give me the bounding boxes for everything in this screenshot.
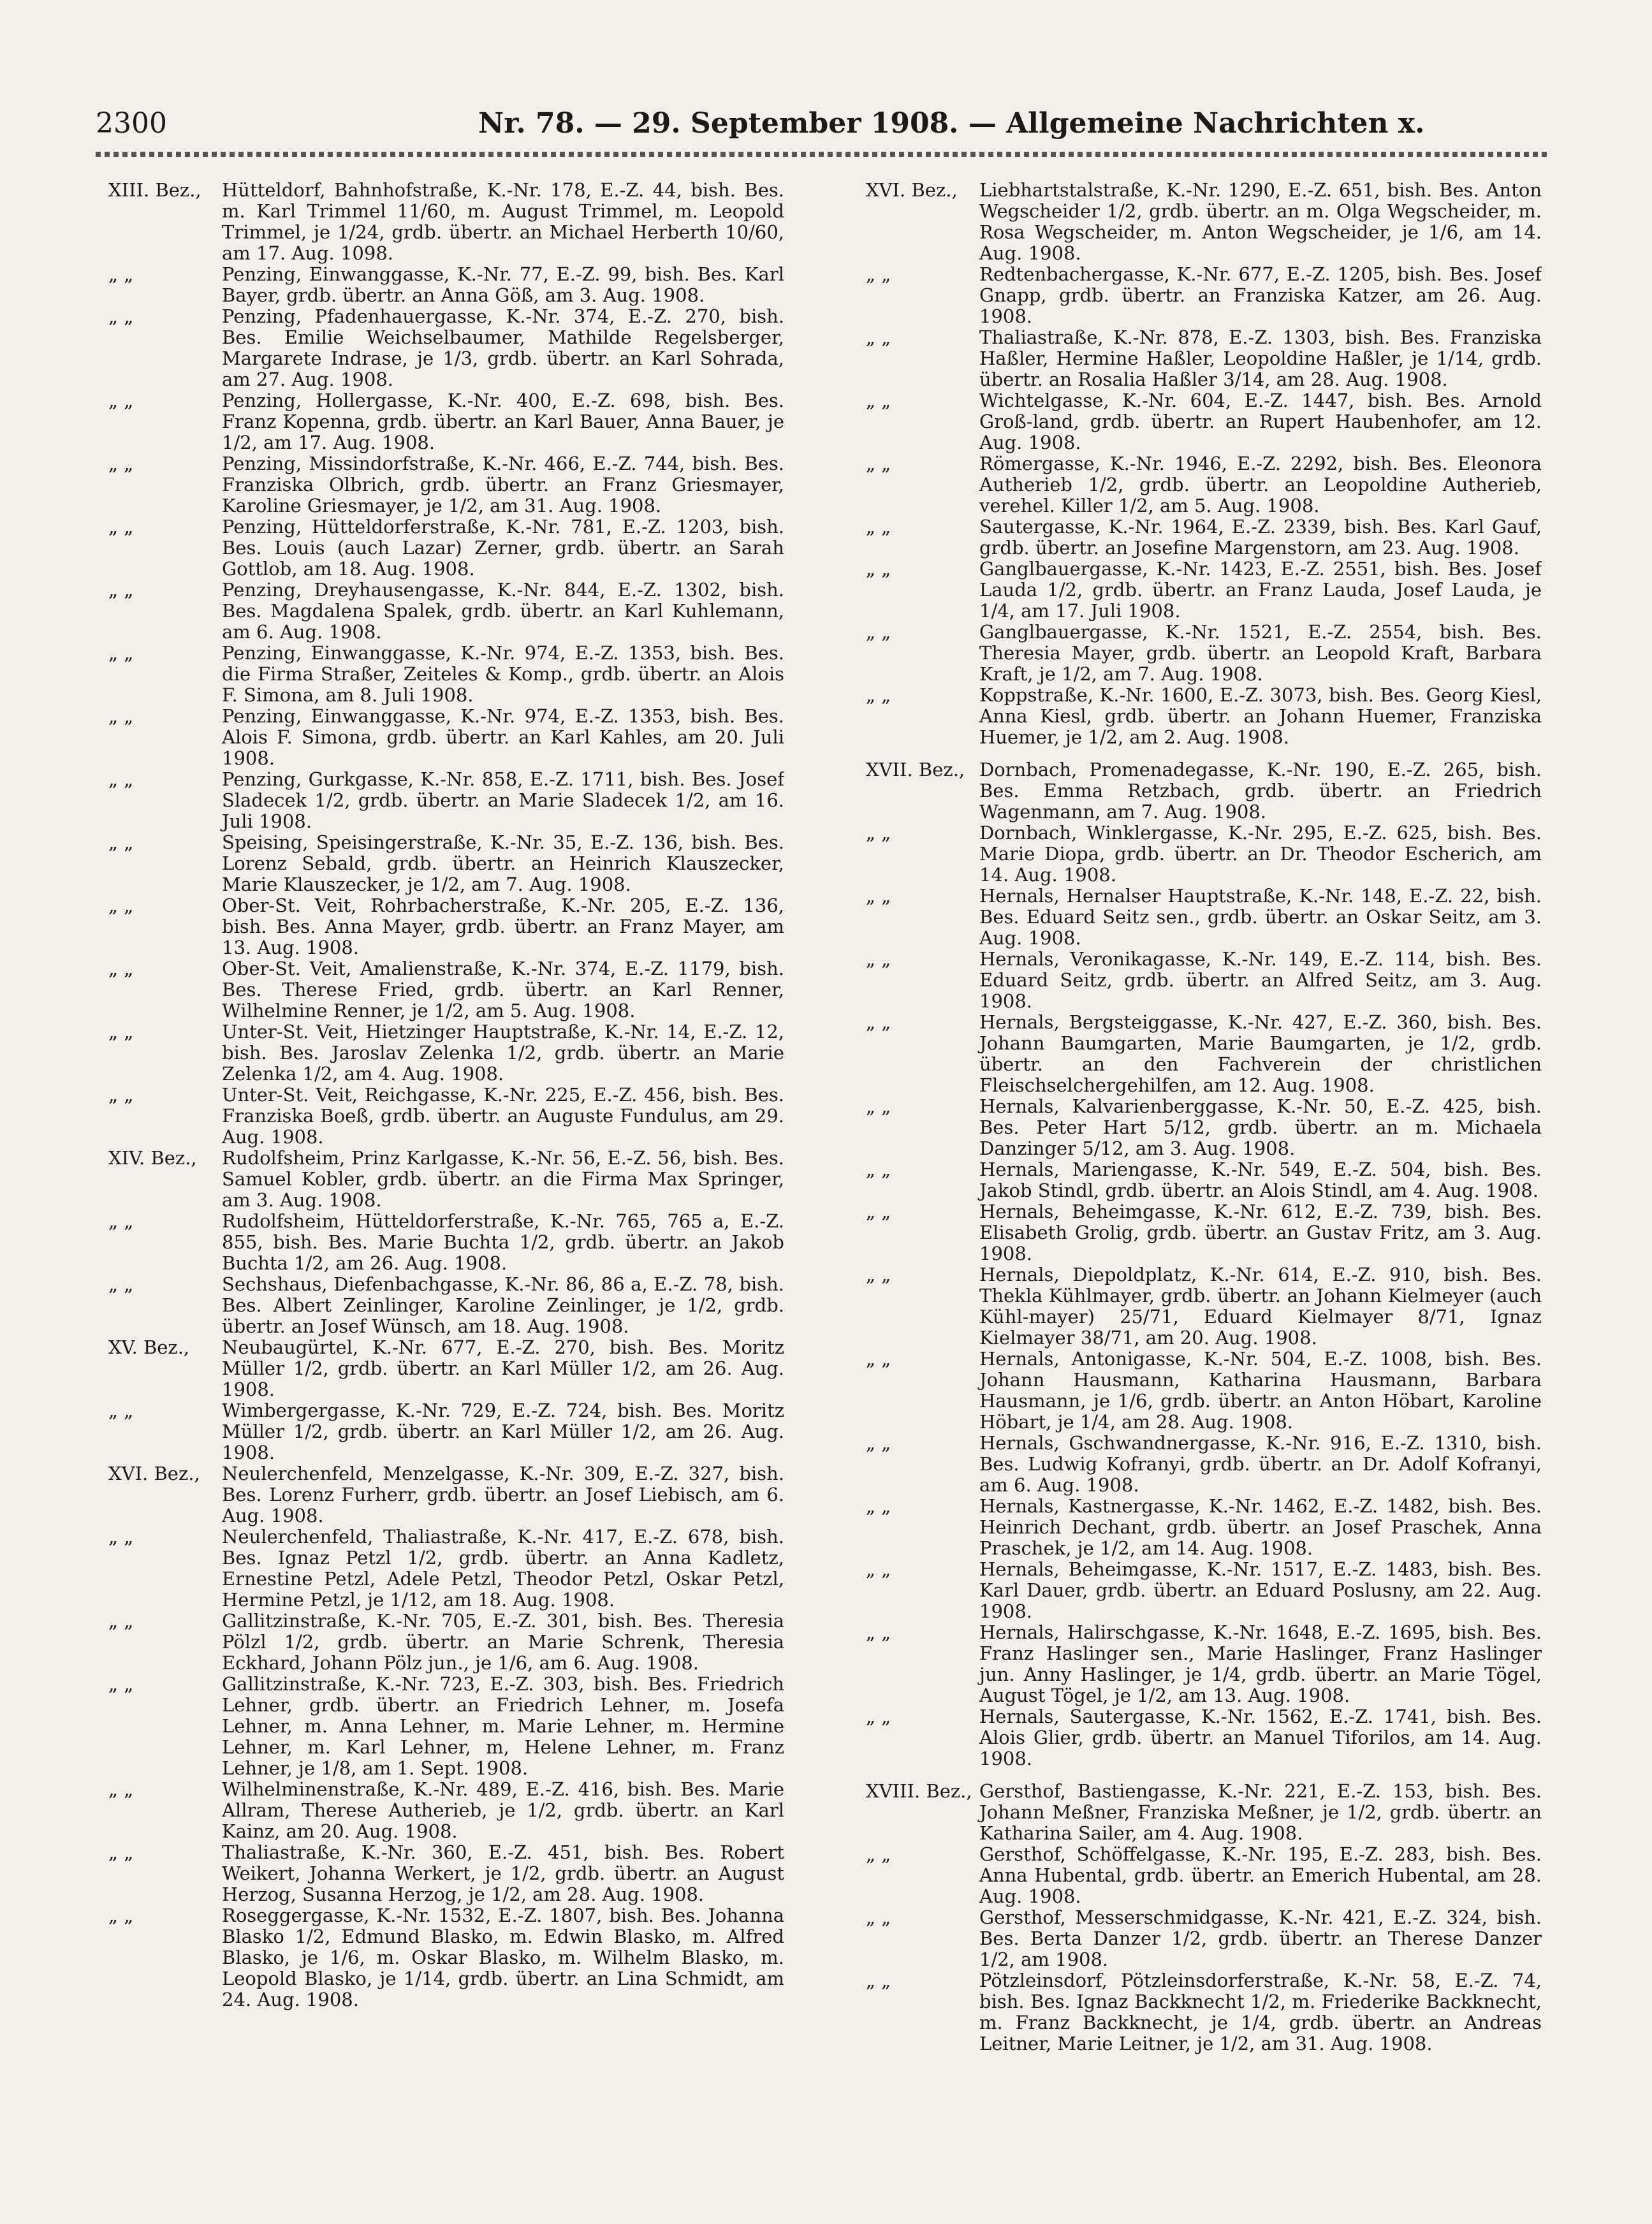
- entry-district: „ „: [866, 1495, 891, 1517]
- entry-text: Rudolfsheim, Hütteldorferstraße, K.-Nr. 765, 765 a, E.-Z. 855, bish. Bes. Marie Buchta 1/2, grdb. übertr. an Jakob Buchta 1/2, am 26. Aug. 1908.: [222, 1210, 784, 1274]
- entry-district: „ „: [108, 579, 134, 601]
- entry-district: XVI. Bez.,: [108, 1463, 200, 1484]
- register-entry: [866, 1264, 1542, 1349]
- register-entry: [866, 390, 1542, 453]
- register-entry: [108, 1526, 784, 1611]
- entry-district: „ „: [108, 1526, 134, 1547]
- register-entry: [866, 1844, 1542, 1907]
- register-entry: [108, 1021, 784, 1085]
- entry-district: „ „: [866, 1621, 891, 1643]
- register-entry: [866, 622, 1542, 685]
- entry-text: Hernals, Bergsteiggasse, K.-Nr. 427, E.-Z. 360, bish. Bes. Johann Baumgarten, Marie Baumgarten, je 1/2, grdb. übertr. an den Fachverein der christlichen Fleischselchergehilfen, am 12. Aug. 1908.: [979, 1011, 1542, 1096]
- register-entry: [866, 1096, 1542, 1159]
- entry-district: „ „: [866, 1011, 891, 1033]
- entry-text: Ober-St. Veit, Amalienstraße, K.-Nr. 374, E.-Z. 1179, bish. Bes. Therese Fried, grdb. übertr. an Karl Renner, Wilhelmine Renner, je 1/2, am 5. Aug. 1908.: [222, 958, 784, 1021]
- entry-text: Hütteldorf, Bahnhofstraße, K.-Nr. 178, E.-Z. 44, bish. Bes. m. Karl Trimmel 11/60, m. August Trimmel, m. Leopold Trimmel, je 1/24, grdb. übertr. an Michael Herberth 10/60, am 17. Aug. 1098.: [222, 180, 784, 264]
- entry-district: XV. Bez.,: [108, 1336, 190, 1358]
- entry-district: „ „: [108, 958, 134, 979]
- entry-district: „ „: [866, 1843, 891, 1865]
- register-entry: [108, 1148, 784, 1211]
- entry-text: Neulerchenfeld, Menzelgasse, K.-Nr. 309, E.-Z. 327, bish. Bes. Lorenz Furherr, grdb. übertr. an Josef Liebisch, am 6. Aug. 1908.: [222, 1463, 784, 1526]
- entry-text: Hernals, Kalvarienberggasse, K.-Nr. 50, E.-Z. 425, bish. Bes. Peter Hart 5/12, grdb. übertr. an m. Michaela Danzinger 5/12, am 3. Aug. 1908.: [979, 1095, 1542, 1159]
- register-entry: [866, 685, 1542, 748]
- entry-district: „ „: [866, 822, 891, 844]
- left-column: [108, 180, 784, 2195]
- entry-district: „ „: [108, 1400, 134, 1421]
- register-entry: [108, 1779, 784, 1842]
- entry-text: Ober-St. Veit, Rohrbacherstraße, K.-Nr. 205, E.-Z. 136, bish. Bes. Anna Mayer, grdb. übertr. an Franz Mayer, am 13. Aug. 1908.: [222, 895, 784, 958]
- entry-text: Liebhartstalstraße, K.-Nr. 1290, E.-Z. 651, bish. Bes. Anton Wegscheider 1/2, grdb. übertr. an m. Olga Wegscheider, m. Rosa Wegscheider, m. Anton Wegscheider, je 1/6, am 14. Aug. 1908.: [979, 180, 1542, 264]
- entry-district: XVI. Bez.,: [866, 180, 958, 201]
- entry-text: Speising, Speisingerstraße, K.-Nr. 35, E.-Z. 136, bish. Bes. Lorenz Sebald, grdb. übertr. an Heinrich Klauszecker, Marie Klauszecker, je 1/2, am 7. Aug. 1908.: [222, 831, 784, 895]
- page-number: 2300: [96, 107, 167, 140]
- register-entry: [108, 580, 784, 643]
- entry-text: Hernals, Hernalser Hauptstraße, K.-Nr. 148, E.-Z. 22, bish. Bes. Eduard Seitz sen., grdb. übertr. an Oskar Seitz, am 3. Aug. 1908.: [979, 885, 1542, 949]
- entry-text: Hernals, Halirschgasse, K.-Nr. 1648, E.-Z. 1695, bish. Bes. Franz Haslinger sen., Marie Haslinger, Franz Haslinger jun. Anny Haslinger, je 1/4, grdb. übertr. an Marie Tögel, August Tögel, je 1/2, am 13. Aug. 1908.: [979, 1621, 1542, 1706]
- entry-district: „ „: [108, 1905, 134, 1926]
- entry-district: XVIII. Bez.,: [866, 1780, 972, 1802]
- entry-text: Neulerchenfeld, Thaliastraße, K.-Nr. 417, E.-Z. 678, bish. Bes. Ignaz Petzl 1/2, grdb. übertr. an Anna Kadletz, Ernestine Petzl, Adele Petzl, Theodor Petzl, Oskar Petzl, Hermine Petzl, je 1/12, am 18. Aug. 1908.: [222, 1526, 784, 1611]
- entry-district: „ „: [866, 326, 891, 348]
- entry-text: Pötzleinsdorf, Pötzleinsdorferstraße, K.-Nr. 58, E.-Z. 74, bish. Bes. Ignaz Backknecht 1/2, m. Friederike Backknecht, m. Franz Backknecht, je 1/4, grdb. übertr. an Andreas Leitner, Marie Leitner, je 1/2, am 31. Aug. 1908.: [979, 1970, 1542, 2054]
- register-entry: [866, 327, 1542, 390]
- entry-text: Dornbach, Promenadegasse, K.-Nr. 190, E.-Z. 265, bish. Bes. Emma Retzbach, grdb. übertr. an Friedrich Wagenmann, am 7. Aug. 1908.: [979, 759, 1542, 823]
- entry-text: Wilhelminenstraße, K.-Nr. 489, E.-Z. 416, bish. Bes. Marie Allram, Therese Autherieb, je 1/2, grdb. übertr. an Karl Kainz, am 20. Aug. 1908.: [222, 1778, 784, 1842]
- register-entry: [866, 559, 1542, 622]
- register-entry: [866, 180, 1542, 264]
- register-entry: [866, 1970, 1542, 2054]
- entry-district: „ „: [108, 642, 134, 664]
- page-header: [96, 102, 1543, 147]
- entry-district: „ „: [108, 705, 134, 727]
- entry-district: „ „: [866, 1558, 891, 1580]
- register-entry: [108, 1674, 784, 1779]
- register-entry: [108, 643, 784, 706]
- entry-text: Neubaugürtel, K.-Nr. 677, E.-Z. 270, bish. Bes. Moritz Müller 1/2, grdb. übertr. an Karl Müller 1/2, am 26. Aug. 1908.: [222, 1336, 784, 1400]
- entry-district: „ „: [108, 831, 134, 853]
- entry-text: Redtenbachergasse, K.-Nr. 677, E.-Z. 1205, bish. Bes. Josef Gnapp, grdb. übertr. an Franziska Katzer, am 26. Aug. 1908.: [979, 263, 1542, 327]
- register-entry: [108, 1463, 784, 1526]
- entry-text: Hernals, Antonigasse, K.-Nr. 504, E.-Z. 1008, bish. Bes. Johann Hausmann, Katharina Hausmann, Barbara Hausmann, je 1/6, grdb. übertr. an Anton Höbart, Karoline Höbart, je 1/4, am 28. Aug. 1908.: [979, 1348, 1542, 1433]
- register-entry: [866, 1012, 1542, 1096]
- register-entry: [866, 1559, 1542, 1622]
- entry-district: „ „: [866, 1970, 891, 1991]
- entry-text: Penzing, Missindorfstraße, K.-Nr. 466, E.-Z. 744, bish. Bes. Franziska Olbrich, grdb. übertr. an Franz Griesmayer, Karoline Griesmayer, je 1/2, am 31. Aug. 1908.: [222, 453, 784, 516]
- entry-district: XVII. Bez.,: [866, 759, 965, 780]
- entry-district: „ „: [108, 390, 134, 411]
- entry-text: Unter-St. Veit, Hietzinger Hauptstraße, K.-Nr. 14, E.-Z. 12, bish. Bes. Jaroslav Zelenka 1/2, grdb. übertr. an Marie Zelenka 1/2, am 4. Aug. 1908.: [222, 1021, 784, 1085]
- entry-text: Gallitzinstraße, K.-Nr. 705, E.-Z. 301, bish. Bes. Theresia Pölzl 1/2, grdb. übertr. an Marie Schrenk, Theresia Eckhard, Johann Pölz jun., je 1/6, am 6. Aug. 1908.: [222, 1610, 784, 1674]
- register-entry: [866, 886, 1542, 949]
- entry-district: „ „: [108, 453, 134, 474]
- header-rule: [96, 152, 1549, 157]
- register-entry: [108, 1905, 784, 2010]
- register-entry: [108, 895, 784, 958]
- register-entry: [108, 1085, 784, 1148]
- entry-district: „ „: [866, 684, 891, 706]
- entry-text: Penzing, Hollergasse, K.-Nr. 400, E.-Z. 698, bish. Bes. Franz Kopenna, grdb. übertr. an Karl Bauer, Anna Bauer, je 1/2, am 17. Aug. 1908.: [222, 390, 784, 453]
- entry-text: Gersthof, Messerschmidgasse, K.-Nr. 421, E.-Z. 324, bish. Bes. Berta Danzer 1/2, grdb. übertr. an Therese Danzer 1/2, am 1908.: [979, 1906, 1542, 1970]
- entry-text: Hernals, Beheimgasse, K.-Nr. 1517, E.-Z. 1483, bish. Bes. Karl Dauer, grdb. übertr. an Eduard Poslusny, am 22. Aug. 1908.: [979, 1558, 1542, 1622]
- entry-text: Hernals, Kastnergasse, K.-Nr. 1462, E.-Z. 1482, bish. Bes. Heinrich Dechant, grdb. übertr. an Josef Praschek, Anna Praschek, je 1/2, am 14. Aug. 1908.: [979, 1495, 1542, 1559]
- entry-text: Sechshaus, Diefenbachgasse, K.-Nr. 86, 86 a, E.-Z. 78, bish. Bes. Albert Zeinlinger, Karoline Zeinlinger, je 1/2, grdb. übertr. an Josef Wünsch, am 18. Aug. 1908.: [222, 1273, 784, 1337]
- register-entry: [866, 1622, 1542, 1706]
- running-title: Nr. 78. — 29. September 1908. — Allgemeine Nachrichten x.: [478, 107, 1425, 140]
- entry-text: Hernals, Gschwandnergasse, K.-Nr. 916, E.-Z. 1310, bish. Bes. Ludwig Kofranyi, grdb. übertr. an Dr. Adolf Kofranyi, am 6. Aug. 1908.: [979, 1432, 1542, 1496]
- entry-text: Thaliastraße, K.-Nr. 878, E.-Z. 1303, bish. Bes. Franziska Haßler, Hermine Haßler, Leopoldine Haßler, je 1/14, grdb. übertr. an Rosalia Haßler 3/14, am 28. Aug. 1908.: [979, 326, 1542, 390]
- entry-district: „ „: [866, 390, 891, 411]
- register-entry: [108, 1274, 784, 1337]
- register-entry: [108, 1842, 784, 1905]
- entry-district: „ „: [866, 621, 891, 643]
- entry-district: „ „: [866, 1264, 891, 1285]
- entry-text: Gersthof, Schöffelgasse, K.-Nr. 195, E.-Z. 283, bish. Bes. Anna Hubental, grdb. übertr. an Emerich Hubental, am 28. Aug. 1908.: [979, 1843, 1542, 1907]
- register-entry: [866, 1907, 1542, 1970]
- entry-text: Rudolfsheim, Prinz Karlgasse, K.-Nr. 56, E.-Z. 56, bish. Bes. Samuel Kobler, grdb. übertr. an die Firma Max Springer, am 3. Aug. 1908.: [222, 1147, 784, 1211]
- entry-district: „ „: [866, 1432, 891, 1454]
- entry-text: Penzing, Hütteldorferstraße, K.-Nr. 781, E.-Z. 1203, bish. Bes. Louis (auch Lazar) Zerner, grdb. übertr. an Sarah Gottlob, am 18. Aug. 1908.: [222, 516, 784, 580]
- entry-text: Unter-St. Veit, Reichgasse, K.-Nr. 225, E.-Z. 456, bish. Bes. Franziska Boeß, grdb. übertr. an Auguste Fundulus, am 29. Aug. 1908.: [222, 1084, 784, 1148]
- register-entry: [108, 1337, 784, 1400]
- entry-district: „ „: [108, 1210, 134, 1232]
- register-entry: [108, 1211, 784, 1274]
- entry-text: Sautergasse, K.-Nr. 1964, E.-Z. 2339, bish. Bes. Karl Gauf, grdb. übertr. an Josefine Margenstorn, am 23. Aug. 1908.: [979, 516, 1542, 559]
- register-entry: [866, 759, 1542, 823]
- entry-text: Römergasse, K.-Nr. 1946, E.-Z. 2292, bish. Bes. Eleonora Autherieb 1/2, grdb. übertr. an Leopoldine Autherieb, verehel. Killer 1/2, am 5. Aug. 1908.: [979, 453, 1542, 516]
- entry-district: „ „: [108, 768, 134, 790]
- right-column: [866, 180, 1542, 2195]
- register-entry: [866, 264, 1542, 327]
- entry-district: „ „: [866, 1706, 891, 1727]
- entry-text: Gersthof, Bastiengasse, K.-Nr. 221, E.-Z. 153, bish. Bes. Johann Meßner, Franziska Meßner, je 1/2, grdb. übertr. an Katharina Sailer, am 4. Aug. 1908.: [979, 1780, 1542, 1844]
- entry-text: Penzing, Einwanggasse, K.-Nr. 974, E.-Z. 1353, bish. Bes. Alois F. Simona, grdb. übertr. an Karl Kahles, am 20. Juli 1908.: [222, 705, 784, 769]
- register-entry: [866, 1496, 1542, 1559]
- register-entry: [108, 516, 784, 580]
- register-entry: [866, 1781, 1542, 1844]
- entry-text: Penzing, Einwanggasse, K.-Nr. 77, E.-Z. 99, bish. Bes. Karl Bayer, grdb. übertr. an Anna Göß, am 3. Aug. 1908.: [222, 263, 784, 306]
- entry-text: Ganglbauergasse, K.-Nr. 1423, E.-Z. 2551, bish. Bes. Josef Lauda 1/2, grdb. übertr. an Franz Lauda, Josef Lauda, je 1/4, am 17. Juli 1908.: [979, 558, 1542, 622]
- entry-text: Wichtelgasse, K.-Nr. 604, E.-Z. 1447, bish. Bes. Arnold Groß-land, grdb. übertr. an Rupert Haubenhofer, am 12. Aug. 1908.: [979, 390, 1542, 453]
- register-entry: [866, 1349, 1542, 1433]
- entry-district: „ „: [866, 1906, 891, 1928]
- entry-district: „ „: [866, 453, 891, 474]
- entry-district: XIV. Bez.,: [108, 1147, 197, 1169]
- register-entry: [866, 823, 1542, 886]
- entry-district: „ „: [108, 1673, 134, 1695]
- register-entry: [866, 1706, 1542, 1769]
- entry-district: „ „: [108, 1841, 134, 1863]
- entry-district: „ „: [108, 263, 134, 285]
- entry-district: „ „: [108, 305, 134, 327]
- entry-district: „ „: [866, 516, 891, 538]
- entry-text: Hernals, Beheimgasse, K.-Nr. 612, E.-Z. 739, bish. Bes. Elisabeth Grolig, grdb. übertr. an Gustav Fritz, am 3. Aug. 1908.: [979, 1201, 1542, 1264]
- register-entry: [108, 180, 784, 264]
- register-entry: [108, 306, 784, 390]
- register-entry: [866, 516, 1542, 559]
- register-entry: [108, 832, 784, 895]
- entry-district: „ „: [108, 895, 134, 916]
- entry-district: XIII. Bez.,: [108, 180, 201, 201]
- register-entry: [108, 769, 784, 832]
- entry-district: „ „: [866, 1348, 891, 1370]
- entry-district: „ „: [108, 1778, 134, 1800]
- entry-district: „ „: [866, 558, 891, 580]
- entry-district: „ „: [108, 1273, 134, 1295]
- entry-text: Penzing, Pfadenhauergasse, K.-Nr. 374, E.-Z. 270, bish. Bes. Emilie Weichselbaumer, Mathilde Regelsberger, Margarete Indrase, je 1/3, grdb. übertr. an Karl Sohrada, am 27. Aug. 1908.: [222, 305, 784, 390]
- entry-district: „ „: [866, 1159, 891, 1180]
- entry-text: Hernals, Mariengasse, K.-Nr. 549, E.-Z. 504, bish. Bes. Jakob Stindl, grdb. übertr. an Alois Stindl, am 4. Aug. 1908.: [979, 1159, 1542, 1201]
- register-entry: [866, 1159, 1542, 1201]
- register-entry: [108, 453, 784, 516]
- register-entry: [866, 453, 1542, 516]
- entry-district: „ „: [866, 885, 891, 907]
- entry-district: „ „: [866, 1201, 891, 1222]
- entry-text: Hernals, Veronikagasse, K.-Nr. 149, E.-Z. 114, bish. Bes. Eduard Seitz, grdb. übertr. an Alfred Seitz, am 3. Aug. 1908.: [979, 948, 1542, 1012]
- entry-text: Koppstraße, K.-Nr. 1600, E.-Z. 3073, bish. Bes. Georg Kiesl, Anna Kiesl, grdb. übertr. an Johann Huemer, Franziska Huemer, je 1/2, am 2. Aug. 1908.: [979, 684, 1542, 748]
- entry-text: Thaliastraße, K.-Nr. 360, E.-Z. 451, bish. Bes. Robert Weikert, Johanna Werkert, je 1/2, grdb. übertr. an August Herzog, Susanna Herzog, je 1/2, am 28. Aug. 1908.: [222, 1841, 784, 1905]
- entry-text: Wimbergergasse, K.-Nr. 729, E.-Z. 724, bish. Bes. Moritz Müller 1/2, grdb. übertr. an Karl Müller 1/2, am 26. Aug. 1908.: [222, 1400, 784, 1463]
- entry-text: Penzing, Dreyhausengasse, K.-Nr. 844, E.-Z. 1302, bish. Bes. Magdalena Spalek, grdb. übertr. an Karl Kuhlemann, am 6. Aug. 1908.: [222, 579, 784, 643]
- entry-district: „ „: [866, 948, 891, 970]
- register-entry: [108, 1611, 784, 1674]
- entry-district: „ „: [866, 263, 891, 285]
- entry-text: Hernals, Sautergasse, K.-Nr. 1562, E.-Z. 1741, bish. Bes. Alois Glier, grdb. übertr. an Manuel Tiforilos, am 14. Aug. 1908.: [979, 1706, 1542, 1769]
- register-entry: [866, 949, 1542, 1012]
- entry-text: Hernals, Diepoldplatz, K.-Nr. 614, E.-Z. 910, bish. Bes. Thekla Kühlmayer, grdb. übertr. an Johann Kielmeyer (auch Kühl-mayer) 25/71, Eduard Kielmayer 8/71, Ignaz Kielmayer 38/71, am 20. Aug. 1908.: [979, 1264, 1542, 1349]
- entry-district: „ „: [108, 1084, 134, 1106]
- entry-text: Gallitzinstraße, K.-Nr. 723, E.-Z. 303, bish. Bes. Friedrich Lehner, grdb. übertr. an Friedrich Lehner, m. Josefa Lehner, m. Anna Lehner, m. Marie Lehner, m. Hermine Lehner, m. Karl Lehner, m, Helene Lehner, m. Franz Lehner, je 1/8, am 1. Sept. 1908.: [222, 1673, 784, 1779]
- entry-district: „ „: [866, 1095, 891, 1117]
- entry-district: „ „: [108, 1610, 134, 1632]
- register-entry: [108, 958, 784, 1021]
- entry-text: Ganglbauergasse, K.-Nr. 1521, E.-Z. 2554, bish. Bes. Theresia Mayer, grdb. übertr. an Leopold Kraft, Barbara Kraft, je 1/2, am 7. Aug. 1908.: [979, 621, 1542, 685]
- entry-district: „ „: [108, 1021, 134, 1042]
- register-entry: [108, 706, 784, 769]
- entry-text: Dornbach, Winklergasse, K.-Nr. 295, E.-Z. 625, bish. Bes. Marie Diopa, grdb. übertr. an Dr. Theodor Escherich, am 14. Aug. 1908.: [979, 822, 1542, 886]
- register-entry: [866, 1201, 1542, 1264]
- register-entry: [108, 390, 784, 453]
- entry-text: Penzing, Einwanggasse, K.-Nr. 974, E.-Z. 1353, bish. Bes. die Firma Straßer, Zeiteles & Komp., grdb. übertr. an Alois F. Simona, am 8. Juli 1908.: [222, 642, 784, 706]
- entry-text: Penzing, Gurkgasse, K.-Nr. 858, E.-Z. 1711, bish. Bes. Josef Sladecek 1/2, grdb. übertr. an Marie Sladecek 1/2, am 16. Juli 1908.: [222, 768, 784, 832]
- entry-district: „ „: [108, 516, 134, 538]
- register-entry: [108, 264, 784, 306]
- entry-text: Roseggergasse, K.-Nr. 1532, E.-Z. 1807, bish. Bes. Johanna Blasko 1/2, Edmund Blasko, m. Edwin Blasko, m. Alfred Blasko, je 1/6, m. Oskar Blasko, m. Wilhelm Blasko, m. Leopold Blasko, je 1/14, grdb. übertr. an Lina Schmidt, am 24. Aug. 1908.: [222, 1905, 784, 2010]
- register-entry: [866, 1433, 1542, 1496]
- register-entry: [108, 1400, 784, 1463]
